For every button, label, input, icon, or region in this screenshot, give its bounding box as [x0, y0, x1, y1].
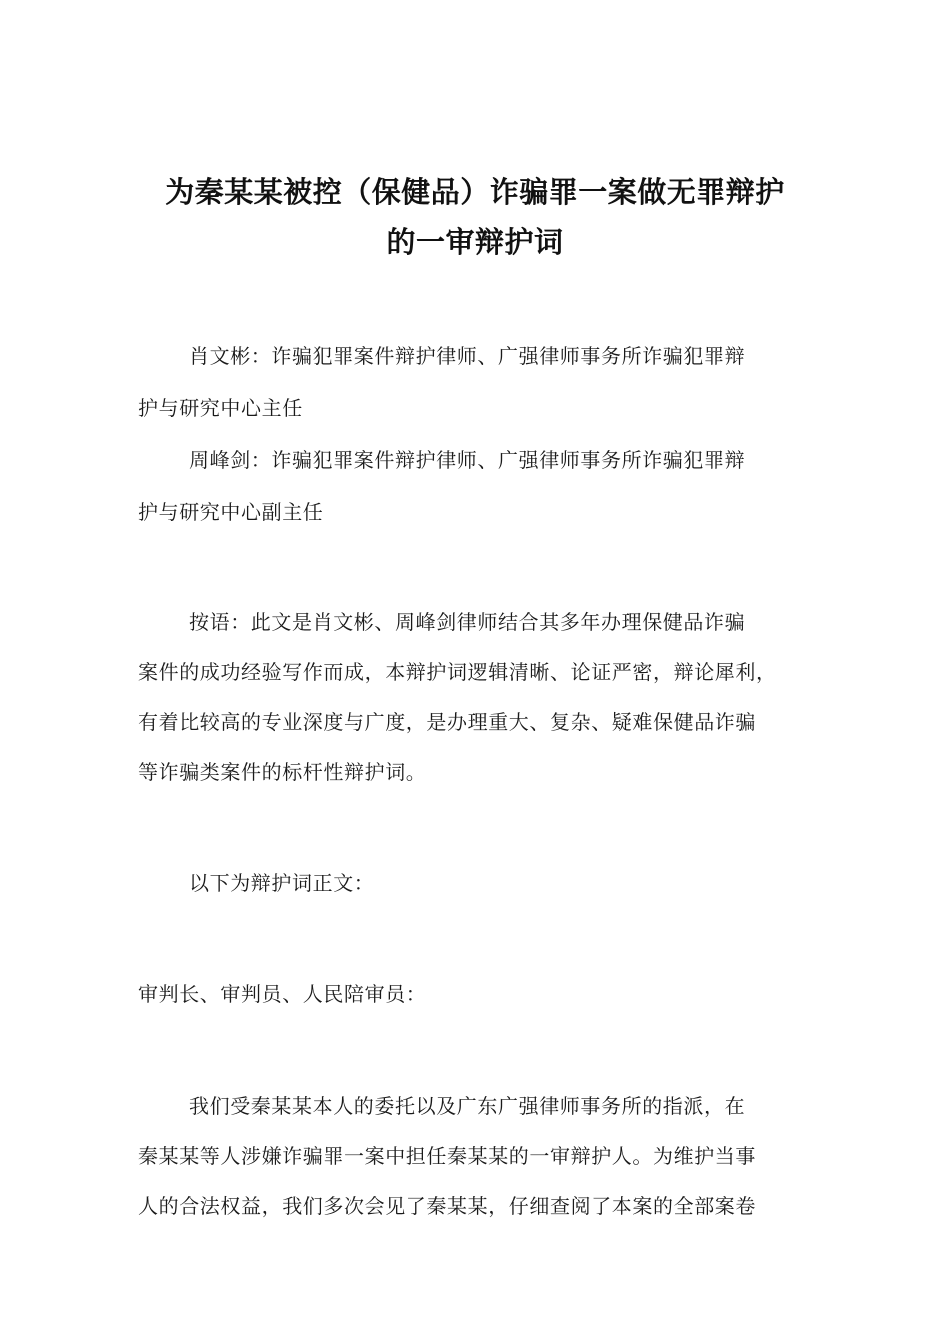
author-1-line-2: 护与研究中心主任 — [138, 396, 303, 420]
document-title-line-1: 为秦某某被控（保健品）诈骗罪一案做无罪辩护 — [165, 175, 785, 209]
note-line-2: 案件的成功经验写作而成，本辩护词逻辑清晰、论证严密，辩论犀利， — [138, 660, 777, 684]
body-line-3: 人的合法权益，我们多次会见了秦某某，仔细查阅了本案的全部案卷 — [138, 1194, 756, 1218]
body-line-1: 我们受秦某某本人的委托以及广东广强律师事务所的指派，在 — [189, 1094, 746, 1118]
note-line-1: 按语：此文是肖文彬、周峰剑律师结合其多年办理保健品诈骗 — [189, 610, 746, 634]
salutation: 审判长、审判员、人民陪审员： — [138, 982, 427, 1006]
intro-text: 以下为辩护词正文： — [189, 871, 375, 895]
author-2-line-1: 周峰剑：诈骗犯罪案件辩护律师、广强律师事务所诈骗犯罪辩 — [189, 448, 746, 472]
body-line-2: 秦某某等人涉嫌诈骗罪一案中担任秦某某的一审辩护人。为维护当事 — [138, 1144, 756, 1168]
note-line-4: 等诈骗类案件的标杆性辩护词。 — [138, 760, 427, 784]
author-1-line-1: 肖文彬：诈骗犯罪案件辩护律师、广强律师事务所诈骗犯罪辩 — [189, 344, 746, 368]
document-title-line-2: 的一审辩护词 — [386, 225, 564, 259]
note-line-3: 有着比较高的专业深度与广度，是办理重大、复杂、疑难保健品诈骗 — [138, 710, 756, 734]
author-2-line-2: 护与研究中心副主任 — [138, 500, 324, 524]
